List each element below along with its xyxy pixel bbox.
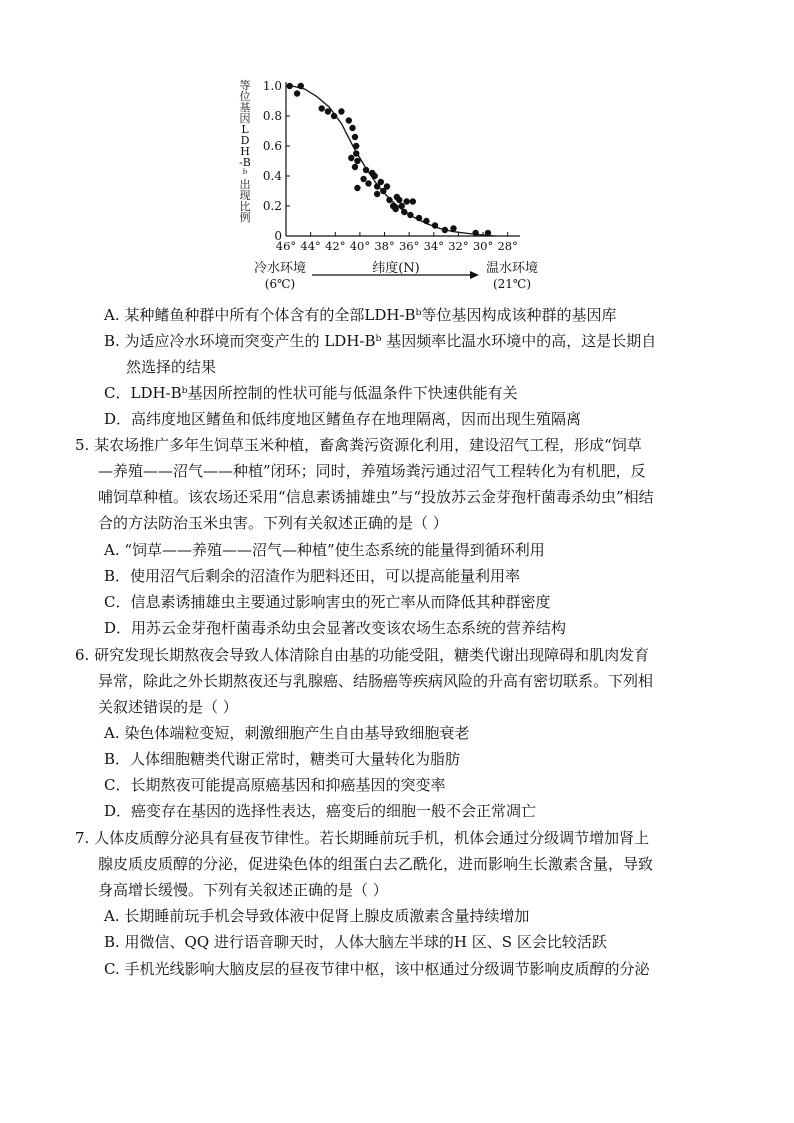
- data-point: [450, 225, 456, 231]
- text-line: 腺皮质皮质醇的分泌，促进染色体的组蛋白去乙酰化，进而影响生长激素含量，导致: [98, 855, 654, 873]
- text-line: —养殖——沼气——种植”闭环；同时，养殖场粪污通过沼气工程转化为有机肥，反: [98, 462, 646, 480]
- y-tick-label: 0.8: [262, 109, 282, 123]
- text-line: 6. 研究发现长期熬夜会导致人体清除自由基的功能受阻，糖类代谢出现障碍和肌肉发育: [75, 646, 650, 664]
- data-point: [401, 209, 407, 215]
- text-line: 然选择的结果: [126, 358, 217, 376]
- data-point: [352, 164, 358, 170]
- x-tick-label: 42°: [325, 239, 346, 253]
- data-point: [423, 218, 429, 224]
- data-point: [410, 198, 416, 204]
- data-point: [353, 150, 359, 156]
- text-line: A. “饲草——养殖——沼气—种植”使生态系统的能量得到循环利用: [104, 541, 545, 559]
- data-point: [392, 206, 398, 212]
- text-line: 5. 某农场推广多年生饲草玉米种植，畜禽粪污资源化利用，建设沼气工程，形成“饲草: [75, 436, 642, 454]
- data-point: [384, 183, 390, 189]
- data-point: [403, 198, 409, 204]
- data-point: [365, 180, 371, 186]
- x-tick-label: 36°: [398, 239, 420, 253]
- data-point: [346, 117, 352, 123]
- text-line: A. 长期睡前玩手机会导致体液中促肾上腺皮质激素含量持续增加: [104, 907, 530, 925]
- data-point: [442, 227, 448, 233]
- data-point: [294, 90, 300, 96]
- data-point: [374, 191, 380, 197]
- text-line: A. 某种鳍鱼种群中所有个体含有的全部LDH-Bᵇ等位基因构成该种群的基因库: [104, 306, 617, 324]
- x-tick-label: 40°: [349, 239, 371, 253]
- text-line: B．人体细胞糖类代谢正常时，糖类可大量转化为脂肪: [104, 750, 461, 768]
- x-tick-label: 30°: [472, 239, 494, 253]
- text-line: D．高纬度地区鳍鱼和低纬度地区鳍鱼存在地理隔离，因而出现生殖隔离: [104, 410, 582, 428]
- data-point: [354, 158, 360, 164]
- data-point: [432, 222, 438, 228]
- text-line: 哺饲草种植。该农场还采用“信息素诱捕雄虫”与“投放苏云金芽孢杆菌毒杀幼虫”相结: [98, 488, 654, 506]
- text-line: C．信息素诱捕雄虫主要通过影响害虫的死亡率从而降低其种群密度: [104, 593, 551, 611]
- x-tick-label: 44°: [300, 239, 321, 253]
- text-line: B. 用微信、QQ 进行语音聊天时，人体大脑左半球的H 区、S 区会比较活跃: [104, 933, 607, 951]
- data-point: [396, 197, 402, 203]
- text-line: B．使用沼气后剩余的沼渣作为肥料还田，可以提高能量利用率: [104, 567, 521, 585]
- text-line: 合的方法防治玉米虫害。下列有关叙述正确的是（ ）: [98, 514, 448, 532]
- text-line: 异常，除此之外长期熬夜还与乳腺癌、结肠癌等疾病风险的升高有密切联系。下列相: [98, 672, 654, 690]
- text-line: 关叙述错误的是（ ）: [98, 698, 238, 716]
- text-line: 7. 人体皮质醇分泌具有昼夜节律性。若长期睡前玩手机，机体会通过分级调节增加肾上: [75, 829, 650, 847]
- data-point: [352, 134, 358, 140]
- right-environment-label: 温水环境: [485, 261, 539, 276]
- x-axis-label: 纬度(N): [372, 261, 420, 276]
- right-temperature-label: (21℃): [492, 277, 532, 291]
- y-tick-label: 0: [274, 229, 282, 243]
- data-point: [485, 230, 491, 236]
- text-line: 身高增长缓慢。下列有关叙述正确的是（ ）: [98, 881, 388, 899]
- data-point: [349, 125, 355, 131]
- text-line: C．LDH-Bᵇ基因所控制的性状可能与低温条件下快速供能有关: [104, 384, 518, 402]
- direction-arrow-head: [470, 271, 479, 279]
- latitude-chart: [230, 76, 550, 296]
- data-point: [378, 179, 384, 185]
- data-point: [354, 185, 360, 191]
- chart-svg: [230, 76, 550, 296]
- data-point: [386, 197, 392, 203]
- left-environment-label: 冷水环境: [253, 261, 307, 276]
- data-point: [407, 212, 413, 218]
- y-tick-label: 1.0: [262, 79, 282, 93]
- x-tick-label: 34°: [423, 239, 444, 253]
- data-point: [399, 203, 405, 209]
- data-point: [360, 176, 366, 182]
- text-line: C．长期熬夜可能提高原癌基因和抑癌基因的突变率: [104, 776, 446, 794]
- text-line: D．癌变存在基因的选择性表达，癌变后的细胞一般不会正常凋亡: [104, 802, 537, 820]
- x-tick-label: 46°: [275, 239, 297, 253]
- data-point: [363, 167, 369, 173]
- x-tick-label: 38°: [374, 239, 395, 253]
- data-point: [298, 83, 304, 89]
- data-point: [331, 113, 337, 119]
- data-point: [371, 173, 377, 179]
- text-line: D．用苏云金芽孢杆菌毒杀幼虫会显著改变该农场生态系统的营养结构: [104, 619, 567, 637]
- text-line: B. 为适应冷水环境而突变产生的 LDH-Bᵇ 基因频率比温水环境中的高，这是长期自: [104, 332, 657, 350]
- x-tick-label: 32°: [448, 239, 469, 253]
- text-line: A. 染色体端粒变短，刺激细胞产生自由基导致细胞衰老: [104, 724, 470, 742]
- data-point: [286, 83, 292, 89]
- data-point: [416, 215, 422, 221]
- text-line: C. 手机光线影响大脑皮层的昼夜节律中枢，该中枢通过分级调节影响皮质醇的分泌: [104, 960, 650, 978]
- y-tick-label: 0.2: [262, 199, 282, 213]
- data-point: [319, 105, 325, 111]
- data-point: [353, 143, 359, 149]
- y-tick-label: 0.6: [262, 139, 282, 153]
- y-tick-label: 0.4: [262, 169, 282, 183]
- left-temperature-label: (6℃): [264, 277, 296, 291]
- data-point: [348, 155, 354, 161]
- y-axis-label: 等位基因LDH-Bᵇ出现比例: [239, 79, 251, 224]
- data-point: [472, 230, 478, 236]
- x-tick-label: 28°: [497, 239, 518, 253]
- data-point: [338, 108, 344, 114]
- data-point: [325, 108, 331, 114]
